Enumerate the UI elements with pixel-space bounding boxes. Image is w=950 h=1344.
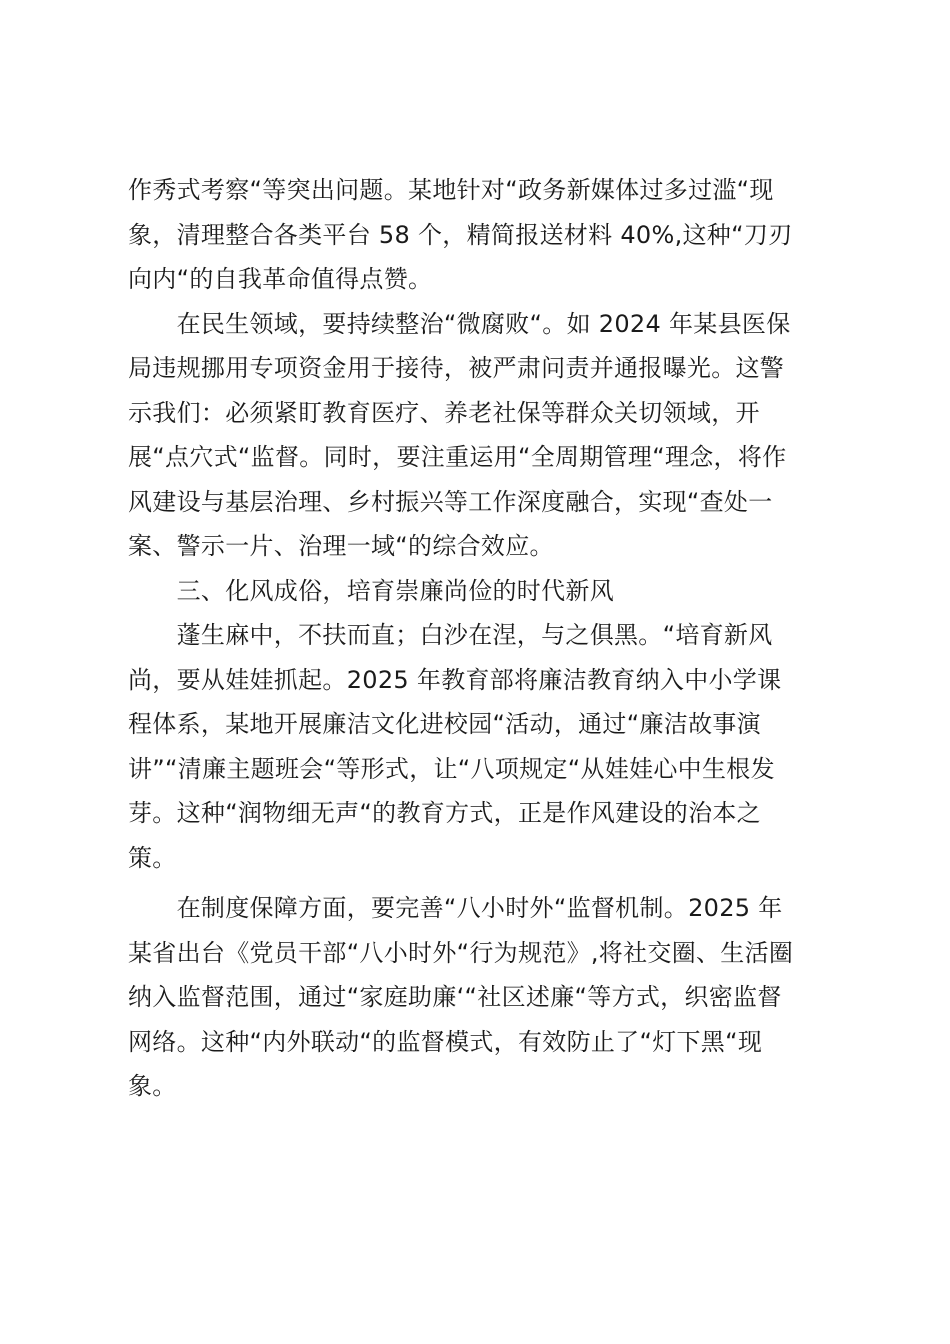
text-line-8: 风建设与基层治理、乡村振兴等工作深度融合，实现“查处一 (128, 487, 773, 516)
text-line-16: 策。 (128, 843, 177, 872)
text-line-20: 网络。这种“内外联动“的监督模式，有效防止了“灯下黑“现 (128, 1027, 763, 1056)
text-line-13: 程体系，某地开展廉洁文化进校园“活动，通过“廉洁故事演 (128, 710, 761, 738)
text-line-1: 作秀式考察“等突出问题。某地针对“政务新媒体过多过滥“现 (128, 176, 774, 204)
body-text (128, 168, 830, 1109)
section-heading: 三、化风成俗，培育崇廉尚俭的时代新风 (128, 576, 614, 605)
text-line-14: 讲”“清廉主题班会“等形式，让“八项规定“从娃娃心中生根发 (128, 754, 775, 783)
text-line-7: 展“点穴式“监督。同时，要注重运用“全周期管理“理念，将作 (128, 443, 787, 471)
text-line-5: 局违规挪用专项资金用于接待，被严肃问责并通报曝光。这警 (128, 354, 785, 382)
text-line-4: 在民生领域，要持续整治“微腐败“。如 2024 年某县医保 (128, 309, 791, 338)
text-line-2: 象，清理整合各类平台 58 个，精简报送材料 40%,这种“刀刃 (128, 220, 793, 249)
text-line-11: 蓬生麻中，不扶而直；白沙在涅，与之俱黑。“培育新风 (128, 621, 773, 649)
text-line-19: 纳入监督范围，通过“家庭助廉‘“社区述廉“等方式，织密监督 (128, 983, 782, 1011)
text-line-3: 向内“的自我革命值得点赞。 (128, 265, 433, 293)
text-line-12: 尚，要从娃娃抓起。2025 年教育部将廉洁教育纳入中小学课 (128, 665, 782, 694)
text-line-21: 象。 (128, 1072, 177, 1100)
text-line-15: 芽。这种“润物细无声“的教育方式，正是作风建设的治本之 (128, 799, 761, 827)
text-line-6: 示我们：必须紧盯教育医疗、养老社保等群众关切领域，开 (128, 398, 760, 427)
text-line-18: 某省出台《党员干部“八小时外“行为规范》,将社交圈、生活圈 (128, 938, 794, 967)
text-line-9: 案、警示一片、治理一域“的综合效应。 (128, 532, 554, 560)
text-line-17: 在制度保障方面，要完善“八小时外“监督机制。2025 年 (128, 894, 783, 922)
